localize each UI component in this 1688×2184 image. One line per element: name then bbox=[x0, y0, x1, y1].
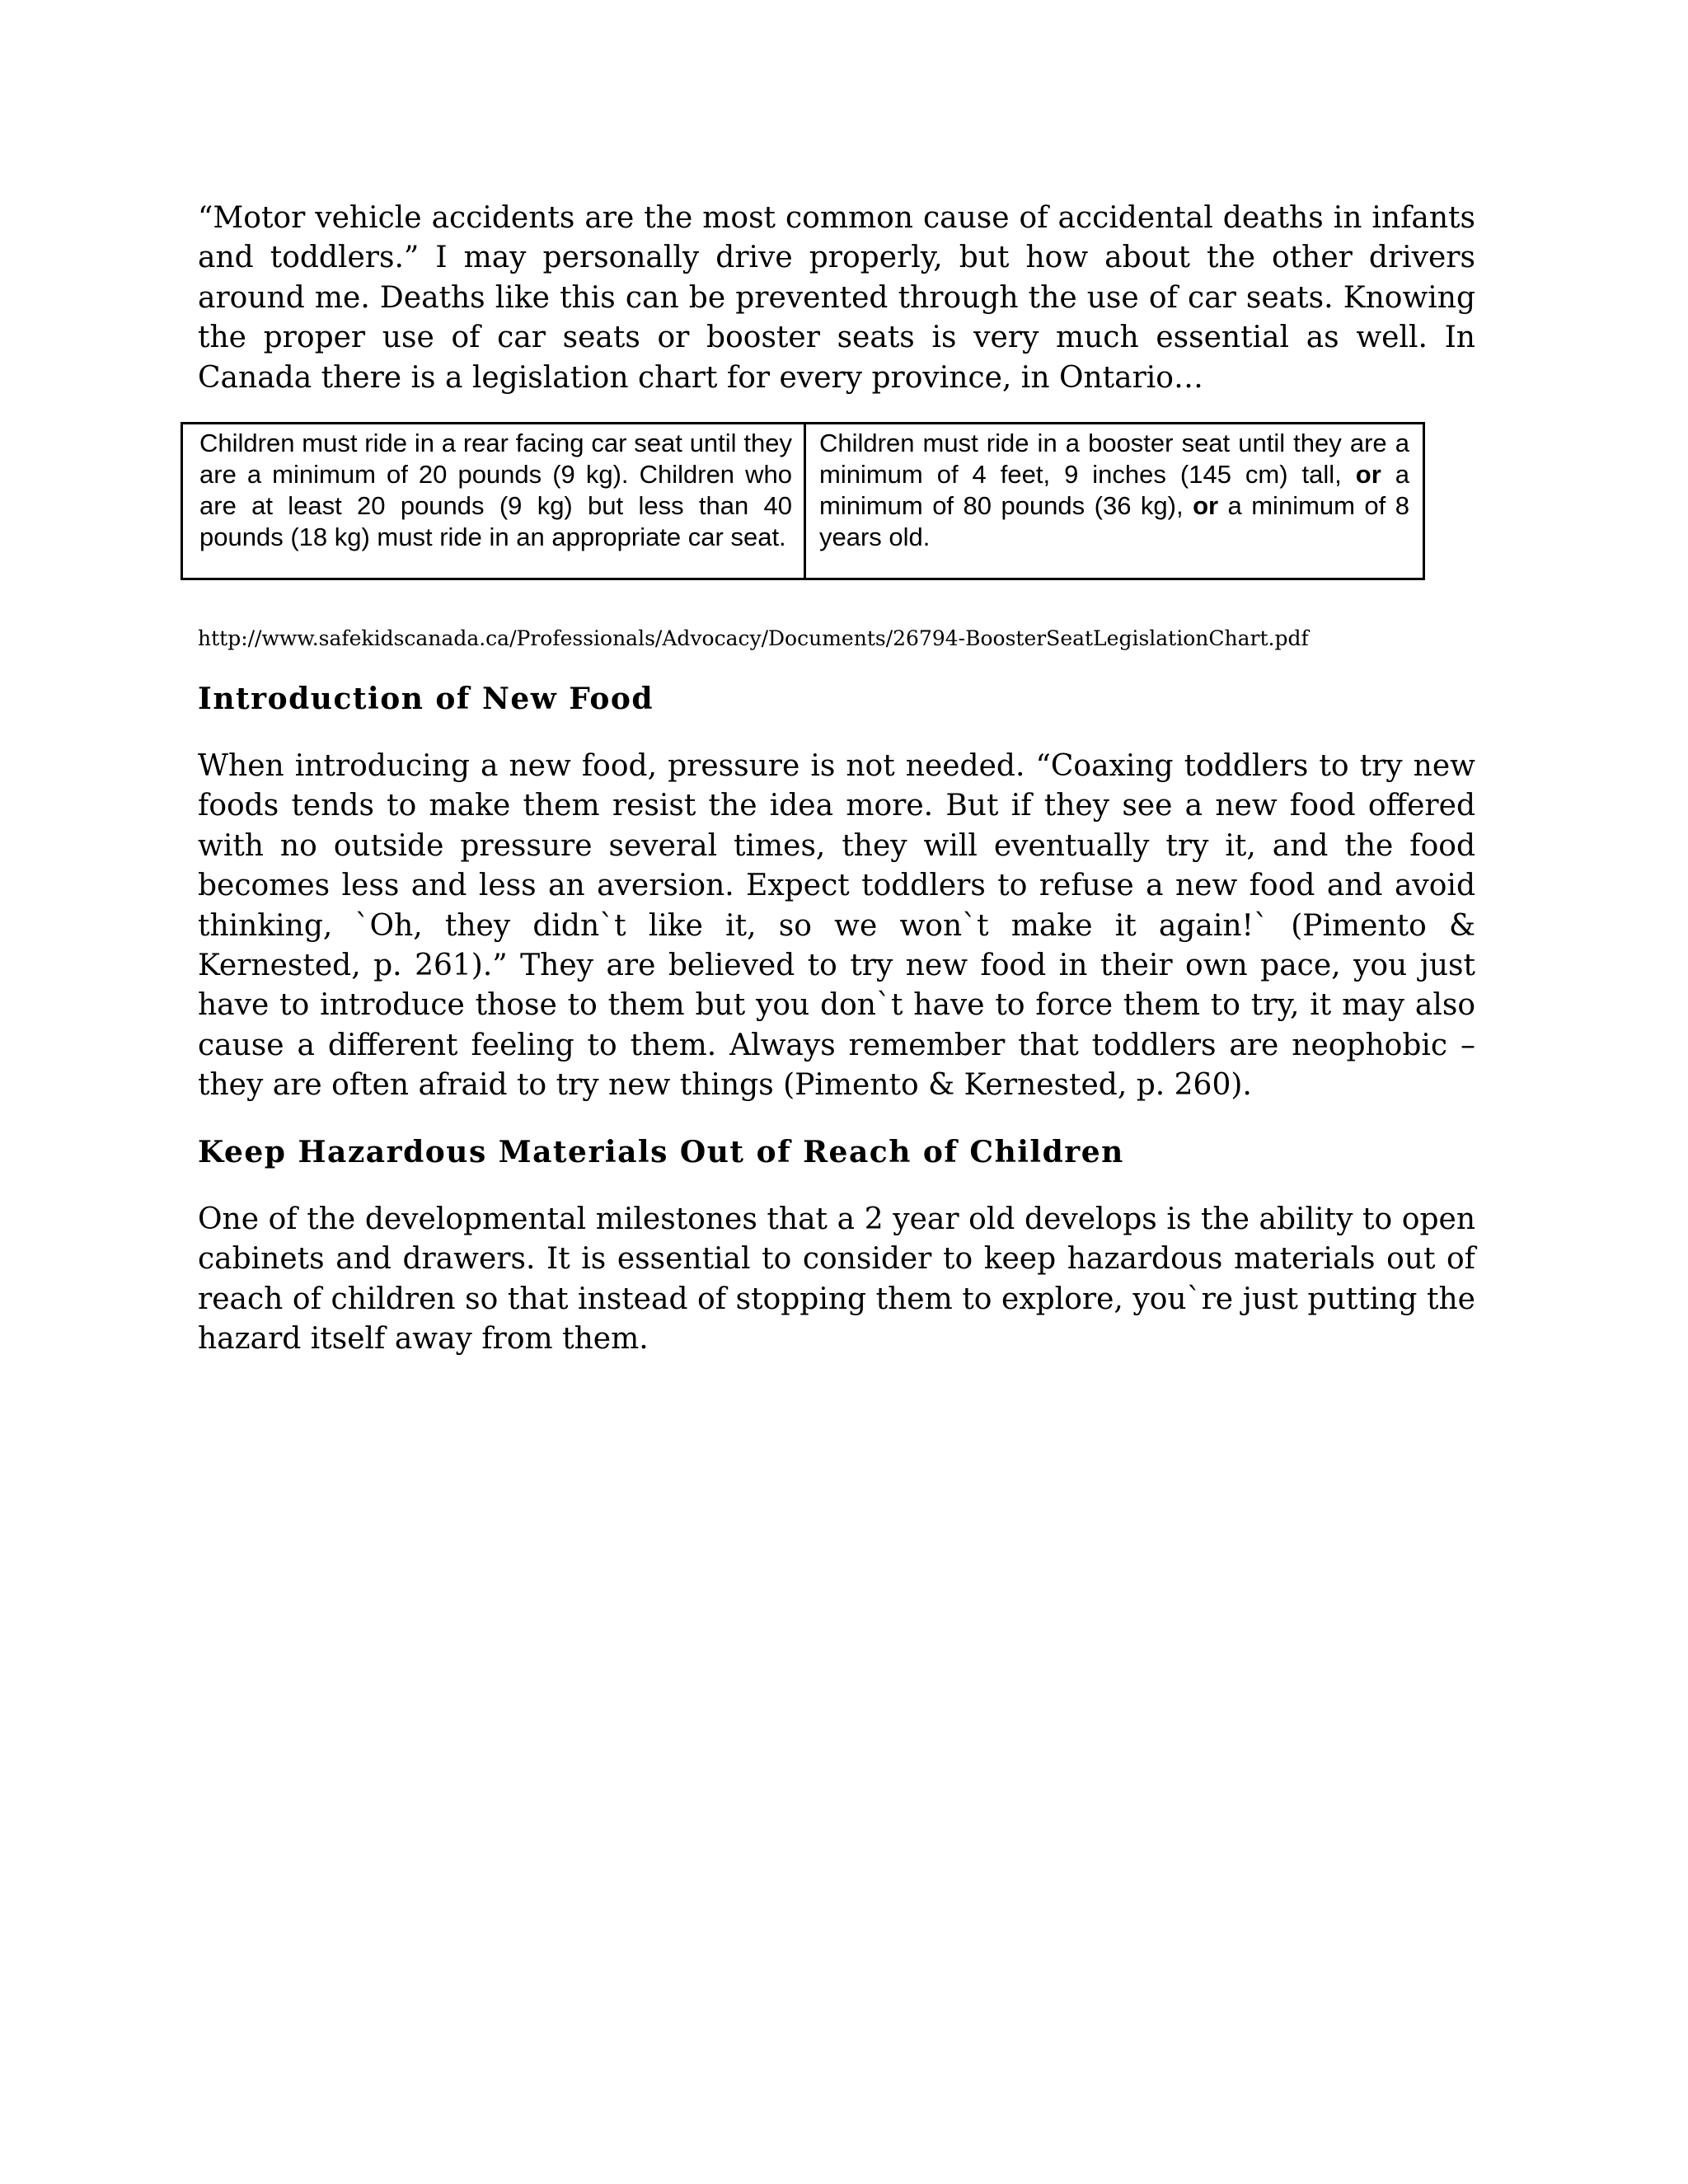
booster-or-second: or bbox=[1193, 491, 1219, 520]
booster-text-part2: a minimum of 80 pounds (36 kg), bbox=[819, 460, 1410, 520]
section-body-hazardous-materials: One of the developmental milestones that a 2 year old develops is the ability to open cabinets and drawers. It is essential to consider to keep hazardous materials out of reach of children so that instead of stopping them to explore, you`re just putting the hazard itself away from them. bbox=[198, 1202, 1475, 1357]
rear-facing-seat-cell: Children must ride in a rear facing car seat until they are a minimum of 20 pounds (9 kg). Children who are at least 20 pounds (9 kg) but less than 40 pounds (18 kg) must ride in an appropriate car seat. bbox=[183, 424, 806, 578]
booster-or-first: or bbox=[1355, 460, 1381, 489]
booster-seat-cell bbox=[806, 424, 1423, 578]
booster-text-part3: a minimum of 8 years old. bbox=[819, 491, 1409, 551]
section-heading-hazardous-materials: Keep Hazardous Materials Out of Reach of Children bbox=[198, 1135, 1124, 1169]
booster-text-part1: Children must ride in a booster seat until they are a minimum of 4 feet, 9 inches (145 cm) tall, bbox=[819, 429, 1409, 489]
section-body-new-food: When introducing a new food, pressure is not needed. “Coaxing toddlers to try new foods tends to make them resist the idea more. But if they see a new food offered with no outside pressure several times, they will eventually try it, and the food becomes less and less an aversion. Expect toddlers to refuse a new food and avoid thinking, `Oh, they didn`t like it, so we won`t make it again!` (Pimento & Kernested, p. 261).” They are believed to try new food in their own pace, you just have to introduce those to them but you don`t have to force them to try, it may also cause a different feeling to them. Always remember that toddlers are neophobic – they are often afraid to try new things (Pimento & Kernested, p. 260). bbox=[198, 749, 1475, 1103]
intro-paragraph: “Motor vehicle accidents are the most common cause of accidental deaths in infants and toddlers.” I may personally drive properly, but how about the other drivers around me. Deaths like this can be prevented through the use of car seats. Knowing the proper use of car seats or booster seats is very much essential as well. In Canada there is a legislation chart for every province, in Ontario… bbox=[198, 201, 1475, 395]
source-url: http://www.safekidscanada.ca/Professionals/Advocacy/Documents/26794-BoosterSeatLegislationChart.pdf bbox=[198, 626, 1309, 650]
legislation-table bbox=[181, 422, 1425, 580]
section-heading-new-food: Introduction of New Food bbox=[198, 682, 654, 716]
